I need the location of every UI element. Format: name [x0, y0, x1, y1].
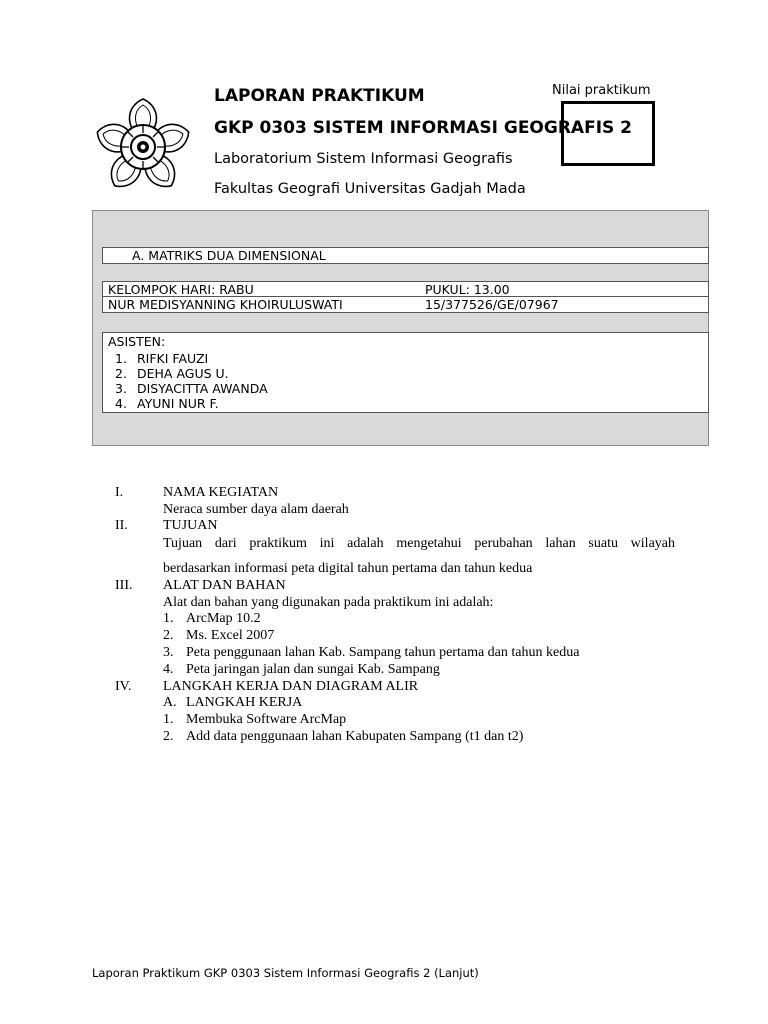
assistant-name: AYUNI NUR F.	[137, 396, 219, 411]
topic-label: A. MATRIKS DUA DIMENSIONAL	[132, 248, 326, 263]
section-title: NAMA KEGIATAN	[163, 485, 279, 500]
assistant-num: 1.	[115, 351, 127, 366]
section-text: Alat dan bahan yang digunakan pada praktikum ini adalah:	[163, 595, 494, 610]
list-item: Membuka Software ArcMap	[186, 712, 347, 727]
section-text: Neraca sumber daya alam daerah	[163, 502, 349, 517]
list-number: 2.	[163, 628, 174, 643]
ugm-lotus-emblem-icon	[86, 96, 200, 198]
report-title: LAPORAN PRAKTIKUM	[214, 86, 425, 106]
page-footer: Laporan Praktikum GKP 0303 Sistem Informasi Geografis 2 (Lanjut)	[92, 966, 479, 980]
list-item: Add data penggunaan lahan Kabupaten Sampang (t1 dan t2)	[186, 729, 524, 744]
list-number: 1.	[163, 611, 174, 626]
section-number: I.	[115, 485, 124, 500]
course-title: GKP 0303 SISTEM INFORMASI GEOGRAFIS 2	[214, 118, 633, 138]
assistant-num: 2.	[115, 366, 127, 381]
assistant-num: 3.	[115, 381, 127, 396]
assistant-name: DEHA AGUS U.	[137, 366, 229, 381]
topic-box	[102, 247, 709, 264]
list-number: 2.	[163, 729, 174, 744]
section-title: ALAT DAN BAHAN	[163, 578, 286, 593]
grade-box	[561, 101, 655, 166]
assistant-name: DISYACITTA AWANDA	[137, 381, 268, 396]
list-number: 1.	[163, 712, 174, 727]
assistant-name: RIFKI FAUZI	[137, 351, 209, 366]
lab-name: Laboratorium Sistem Informasi Geografis	[214, 151, 513, 167]
section-number: IV.	[115, 679, 132, 694]
list-item: ArcMap 10.2	[186, 611, 261, 626]
assistant-box	[102, 332, 709, 413]
subsection-letter: A.	[163, 695, 177, 710]
student-name: NUR MEDISYANNING KHOIRULUSWATI	[108, 297, 343, 312]
section-text: Tujuan dari praktikum ini adalah mengetahui perubahan lahan suatu wilayah	[163, 536, 675, 551]
section-number: III.	[115, 578, 133, 593]
group-day: KELOMPOK HARI: RABU	[108, 282, 254, 297]
list-number: 4.	[163, 662, 174, 677]
section-text: berdasarkan informasi peta digital tahun pertama dan tahun kedua	[163, 561, 533, 576]
section-number: II.	[115, 518, 128, 533]
list-item: Ms. Excel 2007	[186, 628, 275, 643]
grade-label: Nilai praktikum	[552, 83, 651, 98]
info-panel	[92, 210, 709, 446]
assistant-num: 4.	[115, 396, 127, 411]
assistant-label: ASISTEN:	[108, 334, 166, 349]
list-item: Peta penggunaan lahan Kab. Sampang tahun pertama dan tahun kedua	[186, 645, 580, 660]
section-title: LANGKAH KERJA DAN DIAGRAM ALIR	[163, 679, 419, 694]
list-number: 3.	[163, 645, 174, 660]
list-item: Peta jaringan jalan dan sungai Kab. Sampang	[186, 662, 440, 677]
section-title: TUJUAN	[163, 518, 218, 533]
student-id: 15/377526/GE/07967	[425, 297, 559, 312]
identity-box	[102, 281, 709, 313]
faculty-name: Fakultas Geografi Universitas Gadjah Mada	[214, 181, 526, 197]
subsection-title: LANGKAH KERJA	[186, 695, 303, 710]
class-time: PUKUL: 13.00	[425, 282, 510, 297]
